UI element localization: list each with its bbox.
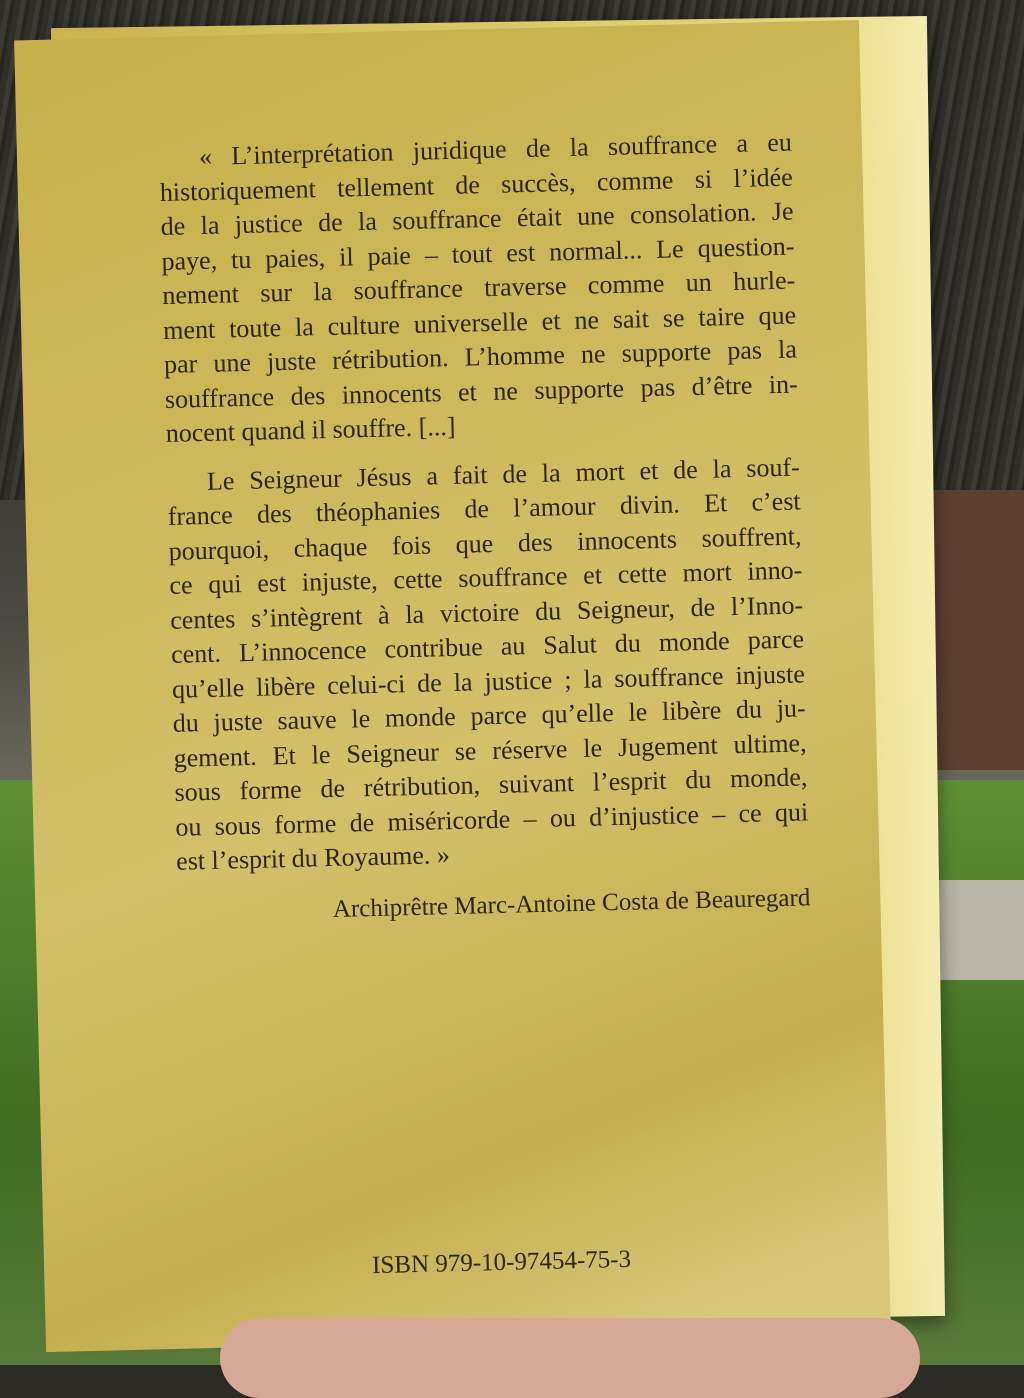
text-line: france des théophanies de l’amour divin. Et c’est [167, 486, 801, 531]
text-line: nement sur la souffrance traverse comme un hurle- [162, 265, 796, 310]
text-line: de la justice de la souffrance était une consolation. Je [160, 196, 794, 241]
book-back-cover [14, 20, 891, 1352]
text-line: cent. L’innocence contribue au Salut du monde parce [170, 624, 805, 669]
isbn: ISBN 979-10-97454-75-3 [371, 1245, 632, 1280]
text-line: ce qui est injuste, cette souffrance et cette mort inno- [169, 555, 803, 600]
text-line: sous forme de rétribution, suivant l’esprit du monde, [174, 762, 808, 807]
text-line: paye, tu paies, il paie – tout est normal... Le question- [161, 231, 795, 276]
text-line: « L’interprétation juridique de la souffrance a eu [198, 127, 793, 172]
text-line: pourquoi, chaque fois que des innocents souffrent, [168, 520, 802, 566]
holding-hand [220, 1318, 920, 1398]
text-line: historiquement tellement de succès, comme si l’idée [159, 162, 794, 207]
quote-paragraph-2 [167, 450, 810, 879]
text-line: centes s’intègrent à la victoire du Seigneur, de l’Inno- [169, 589, 804, 635]
text-line: qu’elle libère celui-ci de la justice ; la souffrance injuste [171, 658, 806, 704]
text-line: est l’esprit du Royaume. » [175, 840, 451, 876]
quote-paragraph-1 [159, 126, 799, 452]
text-line: Le Seigneur Jésus a fait de la mort et de la souf- [206, 451, 801, 496]
text-line: gement. Et le Seigneur se réserve le Jugement ultime, [173, 727, 807, 773]
text-line: ment toute la culture universelle et ne sait se taire que [162, 300, 797, 345]
author-attribution: Archiprêtre Marc-Antoine Costa de Beauregard [332, 883, 811, 923]
text-line: nocent quand il souffre. [...] [165, 411, 456, 448]
text-line: ou sous forme de miséricorde – ou d’injustice – ce qui [175, 796, 809, 842]
text-line: souffrance des innocents et ne supporte pas d’être in- [164, 368, 799, 414]
text-line: par une juste rétribution. L’homme ne supporte pas la [163, 334, 798, 379]
text-line: du juste sauve le monde parce qu’elle le libère du ju- [172, 693, 806, 738]
